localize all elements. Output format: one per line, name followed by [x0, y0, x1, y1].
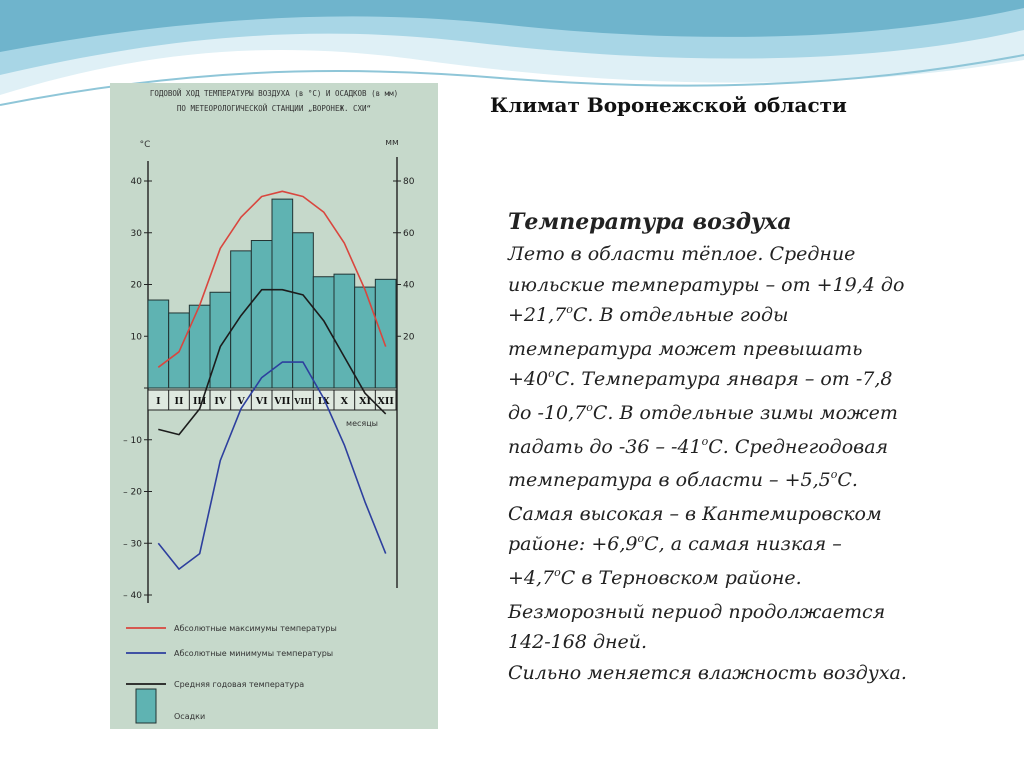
precipitation-bar — [189, 305, 210, 388]
precipitation-bar — [293, 233, 314, 388]
text-block — [508, 207, 998, 688]
x-axis-label: месяцы — [346, 419, 378, 428]
precipitation-bar — [355, 287, 376, 388]
month-label: I — [156, 396, 161, 407]
precipitation-bar — [148, 300, 169, 388]
precipitation-bar — [251, 241, 272, 388]
chart-title-line-2: ПО МЕТЕОРОЛОГИЧЕСКОЙ СТАНЦИИ „ВОРОНЕЖ. СХИ“ — [176, 104, 372, 113]
text-line: температура может превышать — [508, 337, 863, 360]
month-label: XII — [377, 396, 394, 407]
degree-superscript: o — [701, 434, 709, 448]
left-axis-tick-label: 10 — [130, 332, 142, 343]
legend-label: Абсолютные максимумы температуры — [174, 624, 337, 633]
text-line: Самая высокая – в Кантемировском — [508, 502, 882, 525]
legend-bar-swatch — [136, 689, 156, 723]
month-label: IX — [317, 396, 330, 407]
precipitation-bar — [231, 251, 252, 388]
degree-superscript: o — [548, 367, 555, 381]
legend-label: Средняя годовая температура — [174, 680, 305, 689]
legend-label: Осадки — [174, 712, 206, 721]
text-line: температура в области – $+5,5^oС$. — [508, 468, 858, 492]
precipitation-bar — [210, 292, 231, 388]
degree-superscript: o — [637, 532, 645, 546]
month-label: X — [340, 396, 349, 407]
text-line: падать до -36 – -41$^o$С. Среднегодовая — [508, 434, 889, 458]
month-label: II — [174, 396, 184, 407]
climate-chart — [110, 83, 438, 729]
month-label: VI — [255, 396, 268, 407]
text-line: районе: $+6,9^oС$, а самая низкая – — [508, 532, 842, 556]
month-label: V — [237, 396, 245, 407]
month-label: III — [192, 396, 207, 407]
left-axis-tick-label: – 30 — [123, 539, 142, 550]
text-line: до -10,7$^o$С. В отдельные зимы может — [508, 400, 898, 424]
month-label: VII — [274, 396, 291, 407]
month-label: VIII — [294, 396, 312, 406]
left-axis-tick-label: – 20 — [123, 487, 142, 498]
left-axis-unit: °С — [139, 140, 151, 150]
degree-superscript: o — [586, 400, 593, 414]
degree-superscript: o — [566, 303, 573, 317]
slide-title: Климат Воронежской области — [490, 93, 847, 117]
degree-superscript: o — [830, 468, 838, 482]
right-axis-tick-label: 80 — [403, 177, 415, 187]
left-axis-tick-label: 40 — [130, 177, 142, 187]
right-axis-tick-label: 40 — [403, 280, 415, 291]
right-axis-unit: мм — [385, 138, 399, 148]
text-line: июльские температуры – от +19,4 до — [508, 273, 905, 296]
text-line: $+21,7^oС$. В отдельные годы — [508, 303, 789, 327]
right-axis-tick-label: 20 — [403, 332, 415, 343]
climate-chart-panel — [110, 83, 438, 729]
left-axis-tick-label: – 40 — [123, 591, 142, 601]
chart-title-line-1: ГОДОВОЙ ХОД ТЕМПЕРАТУРЫ ВОЗДУХА (в °С) И ОСАДКОВ (в мм) — [149, 89, 399, 98]
text-line: Лето в области тёплое. Средние — [508, 243, 856, 265]
section-heading: Температура воздуха — [508, 209, 792, 235]
precipitation-bar — [375, 279, 396, 388]
section-body — [508, 239, 998, 688]
month-label: IV — [214, 396, 227, 407]
month-label: XI — [359, 396, 371, 407]
degree-superscript: o — [554, 565, 561, 579]
precipitation-bar — [272, 199, 293, 388]
text-line: 142-168 дней. — [508, 631, 648, 654]
text-line: Сильно меняется влажность воздуха. — [508, 661, 907, 684]
left-axis-tick-label: 20 — [130, 280, 142, 291]
text-line: $+40^oС$. Температура января – от -7,8 — [508, 367, 893, 391]
legend-label: Абсолютные минимумы температуры — [174, 649, 334, 658]
left-axis-tick-label: – 10 — [123, 435, 142, 446]
text-line: Безморозный период продолжается — [508, 600, 886, 623]
right-axis-tick-label: 60 — [403, 228, 415, 239]
left-axis-tick-label: 30 — [130, 228, 142, 239]
text-line: $+4,7^oС$ в Терновском районе. — [508, 565, 802, 589]
